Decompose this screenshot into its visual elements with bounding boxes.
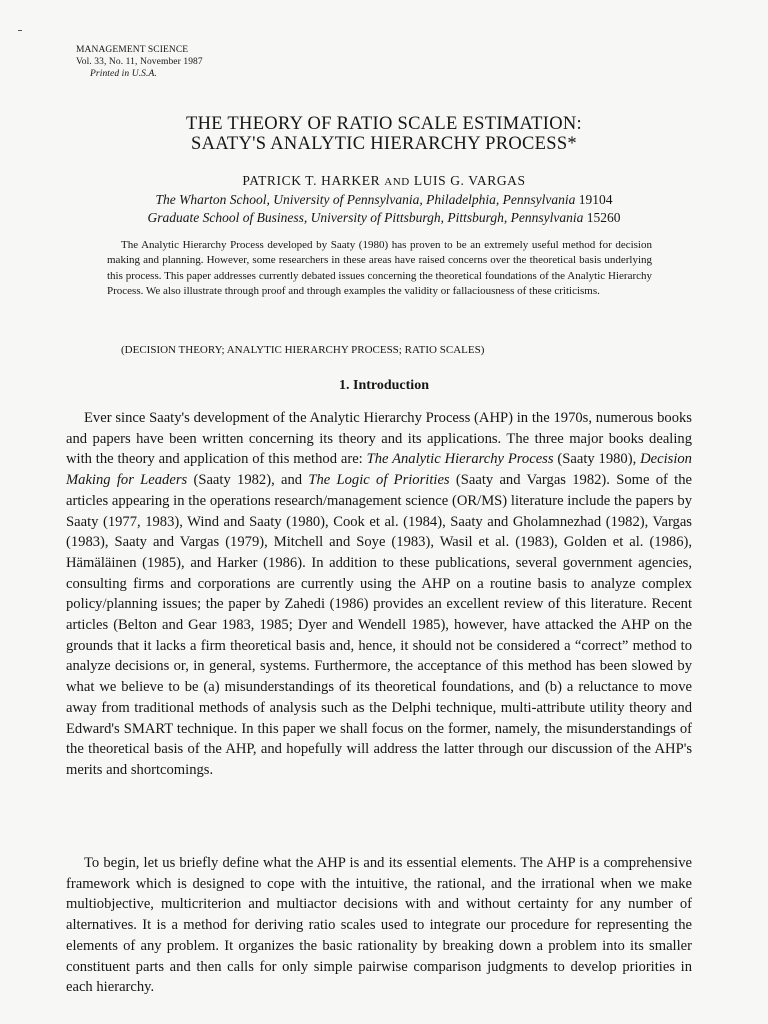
paper-title <box>0 114 768 154</box>
journal-name: MANAGEMENT SCIENCE <box>76 45 189 55</box>
p1-part-d: (Saaty and Vargas 1982). Some of the articles appearing in the operations research/management science (OR/MS) literature include the papers by Saaty (1977, 1983), Wind and Saaty (1980), Cook et al. (1984), Saaty and Gholamnezhad (1982), Vargas (1983), Saaty and Vargas (1979), Mitchell and Soye (1983), Wasil et al. (1983), Golden et al. (1986), Hämäläinen (1985), and Harker (1986). In addition to these publications, several government agencies, consulting firms and corporations are currently using the AHP on a routine basis to analyze complex policy/planning issues; the paper by Zahedi (1986) provides an excellent review of this literature. Recent articles (Belton and Gear 1983, 1985; Dyer and Wendell 1985), however, have attacked the AHP on the grounds that it lacks a firm theoretical basis and, hence, it should not be considered a “correct” method to analyze decisions or, in general, systems. Furthermore, the acceptance of this method has been slowed by what we believe to be (a) misunderstandings of its theoretical foundations, and (b) a reluctance to move away from traditional methods of analysis such as the Delphi technique, multi-attribute utility theory and Edward's SMART technique. In this paper we shall focus on the former, namely, the misunderstandings of the theoretical basis of the AHP, and hopefully will address the latter through our discussion of the AHP's merits and shortcomings. <box>66 472 692 778</box>
author-conjunction: AND <box>384 176 410 188</box>
affiliation-1 <box>0 191 768 209</box>
journal-volume-issue: Vol. 33, No. 11, November 1987 <box>76 57 203 67</box>
title-line-1: THE THEORY OF RATIO SCALE ESTIMATION: <box>185 114 582 134</box>
printed-in: Printed in U.S.A. <box>90 69 157 79</box>
book-title-3: The Logic of Priorities <box>308 472 450 489</box>
affiliation-1-zip: 19104 <box>578 192 613 207</box>
p1-part-a: Ever since Saaty's development of the Analytic Hierarchy Process (AHP) in the 1970s, numerous books and papers have been written concerning its theory and its applications. The three major books dealing with the theory and application of this method are: <box>66 410 692 468</box>
book-title-2: Decision Making for Leaders <box>66 451 692 489</box>
body-paragraph-1 <box>66 408 692 781</box>
p1-part-b: (Saaty 1980), <box>553 451 641 468</box>
journal-header <box>76 44 203 80</box>
author-2: LUIS G. VARGAS <box>413 173 526 188</box>
affiliation-2-name: Graduate School of Business, University of Pittsburgh, Pittsburgh, Pennsylvania <box>147 210 584 225</box>
scan-mark <box>18 30 22 31</box>
author-line <box>0 173 768 189</box>
affiliation-2-zip: 15260 <box>586 210 621 225</box>
title-line-2: SAATY'S ANALYTIC HIERARCHY PROCESS* <box>191 134 577 154</box>
body-paragraph-2: To begin, let us briefly define what the AHP is and its essential elements. The AHP is a comprehensive framework which is designed to cope with the intuitive, the rational, and the irrational when we make multiobjective, multicriterion and multiactor decisions with and without certainty for any number of alternatives. It is a method for deriving ratio scales used to integrate our procedure for representing the elements of any problem. It organizes the basic rationality by breaking down a problem into its smaller constituent parts and then calls for only simple pairwise comparison judgments to develop priorities in each hierarchy. <box>66 855 692 996</box>
affiliation-2 <box>0 209 768 227</box>
affiliation-1-name: The Wharton School, University of Pennsylvania, Philadelphia, Pennsylvania <box>155 192 576 207</box>
p1-part-c: (Saaty 1982), and <box>187 472 309 489</box>
book-title-1: The Analytic Hierarchy Process <box>366 451 554 468</box>
abstract-keywords: (DECISION THEORY; ANALYTIC HIERARCHY PROCESS; RATIO SCALES) <box>121 344 485 356</box>
abstract-text: The Analytic Hierarchy Process developed by Saaty (1980) has proven to be an extremely useful method for decision making and planning. However, some researchers in these areas have raised concerns over the theoretical basis underlying this process. This paper addresses currently debated issues concerning the theoretical foundations of the Analytic Hierarchy Process. We also illustrate through proof and through examples the validity or fallaciousness of these criticisms. <box>107 239 652 298</box>
section-heading: 1. Introduction <box>339 378 429 393</box>
author-1: PATRICK T. HARKER <box>242 173 381 188</box>
